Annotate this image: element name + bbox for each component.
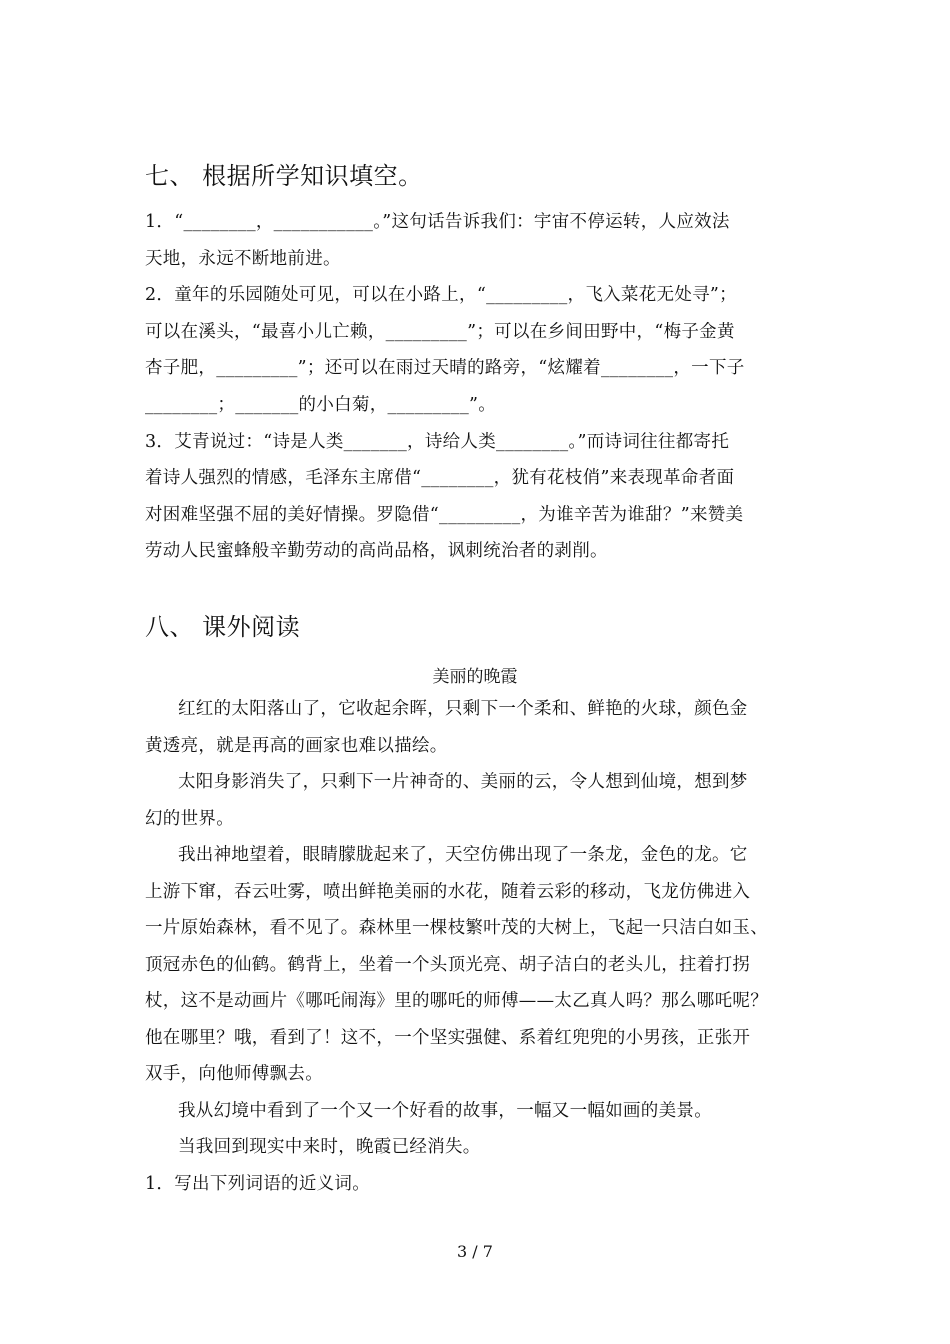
s7-line-5: 杏子肥，_________”；还可以在雨过天晴的路旁，“炫耀着________，一下子	[145, 358, 745, 378]
s8-line-9: 杖，这不是动画片《哪吒闹海》里的哪吒的师傅——太乙真人吗？那么哪吒呢？	[145, 991, 768, 1011]
s8-line-7: 一片原始森林，看不见了。森林里一棵枝繁叶茂的大树上，飞起一只洁白如玉、	[145, 918, 768, 938]
section-8-heading: 八、 课外阅读	[145, 613, 301, 641]
s7-line-2: 天地，永远不断地前进。	[145, 249, 341, 269]
s8-line-13: 当我回到现实中来时，晚霞已经消失。	[178, 1137, 481, 1157]
s8-line-5: 我出神地望着，眼睛朦胧起来了，天空仿佛出现了一条龙，金色的龙。它	[178, 845, 748, 865]
page-number: 3 / 7	[457, 1242, 493, 1261]
reading-title: 美丽的晚霞	[432, 667, 518, 687]
s8-line-2: 黄透亮，就是再高的画家也难以描绘。	[145, 736, 448, 756]
s7-line-4: 可以在溪头，“最喜小儿亡赖，_________”；可以在乡间田野中，“梅子金黄	[145, 322, 735, 342]
s8-line-3: 太阳身影消失了，只剩下一片神奇的、美丽的云，令人想到仙境，想到梦	[178, 772, 748, 792]
s7-line-7: 3．艾青说过：“诗是人类_______，诗给人类________。”而诗词往往都寄托	[145, 432, 730, 452]
s8-line-6: 上游下窜，吞云吐雾，喷出鲜艳美丽的水花，随着云彩的移动，飞龙仿佛进入	[145, 882, 751, 902]
s7-line-1: 1．“________，___________。”这句话告诉我们：宇宙不停运转，人应效法	[145, 212, 730, 232]
s8-line-4: 幻的世界。	[145, 809, 234, 829]
s8-line-10: 他在哪里？哦，看到了！这不，一个坚实强健、系着红兜兜的小男孩，正张开	[145, 1028, 751, 1048]
question-1: 1．写出下列词语的近义词。	[145, 1174, 371, 1194]
s7-line-3: 2．童年的乐园随处可见，可以在小路上，“_________，飞入菜花无处寻”；	[145, 285, 737, 305]
s8-line-8: 顶冠赤色的仙鹤。鹤背上，坐着一个头顶光亮、胡子洁白的老头儿，拄着打拐	[145, 955, 751, 975]
s7-line-6: ________；_______的小白菊，_________”。	[145, 395, 497, 415]
s8-line-11: 双手，向他师傅飘去。	[145, 1064, 323, 1084]
section-7-heading: 七、 根据所学知识填空。	[145, 162, 423, 190]
s7-line-9: 对困难坚强不屈的美好情操。罗隐借“_________，为谁辛苦为谁甜？”来赞美	[145, 505, 744, 525]
s7-line-8: 着诗人强烈的情感，毛泽东主席借“________，犹有花枝俏”来表现革命者面	[145, 468, 735, 488]
s8-line-12: 我从幻境中看到了一个又一个好看的故事，一幅又一幅如画的美景。	[178, 1101, 712, 1121]
s8-line-1: 红红的太阳落山了，它收起余晖，只剩下一个柔和、鲜艳的火球，颜色金	[178, 699, 748, 719]
s7-line-10: 劳动人民蜜蜂般辛勤劳动的高尚品格，讽刺统治者的剥削。	[145, 541, 608, 561]
